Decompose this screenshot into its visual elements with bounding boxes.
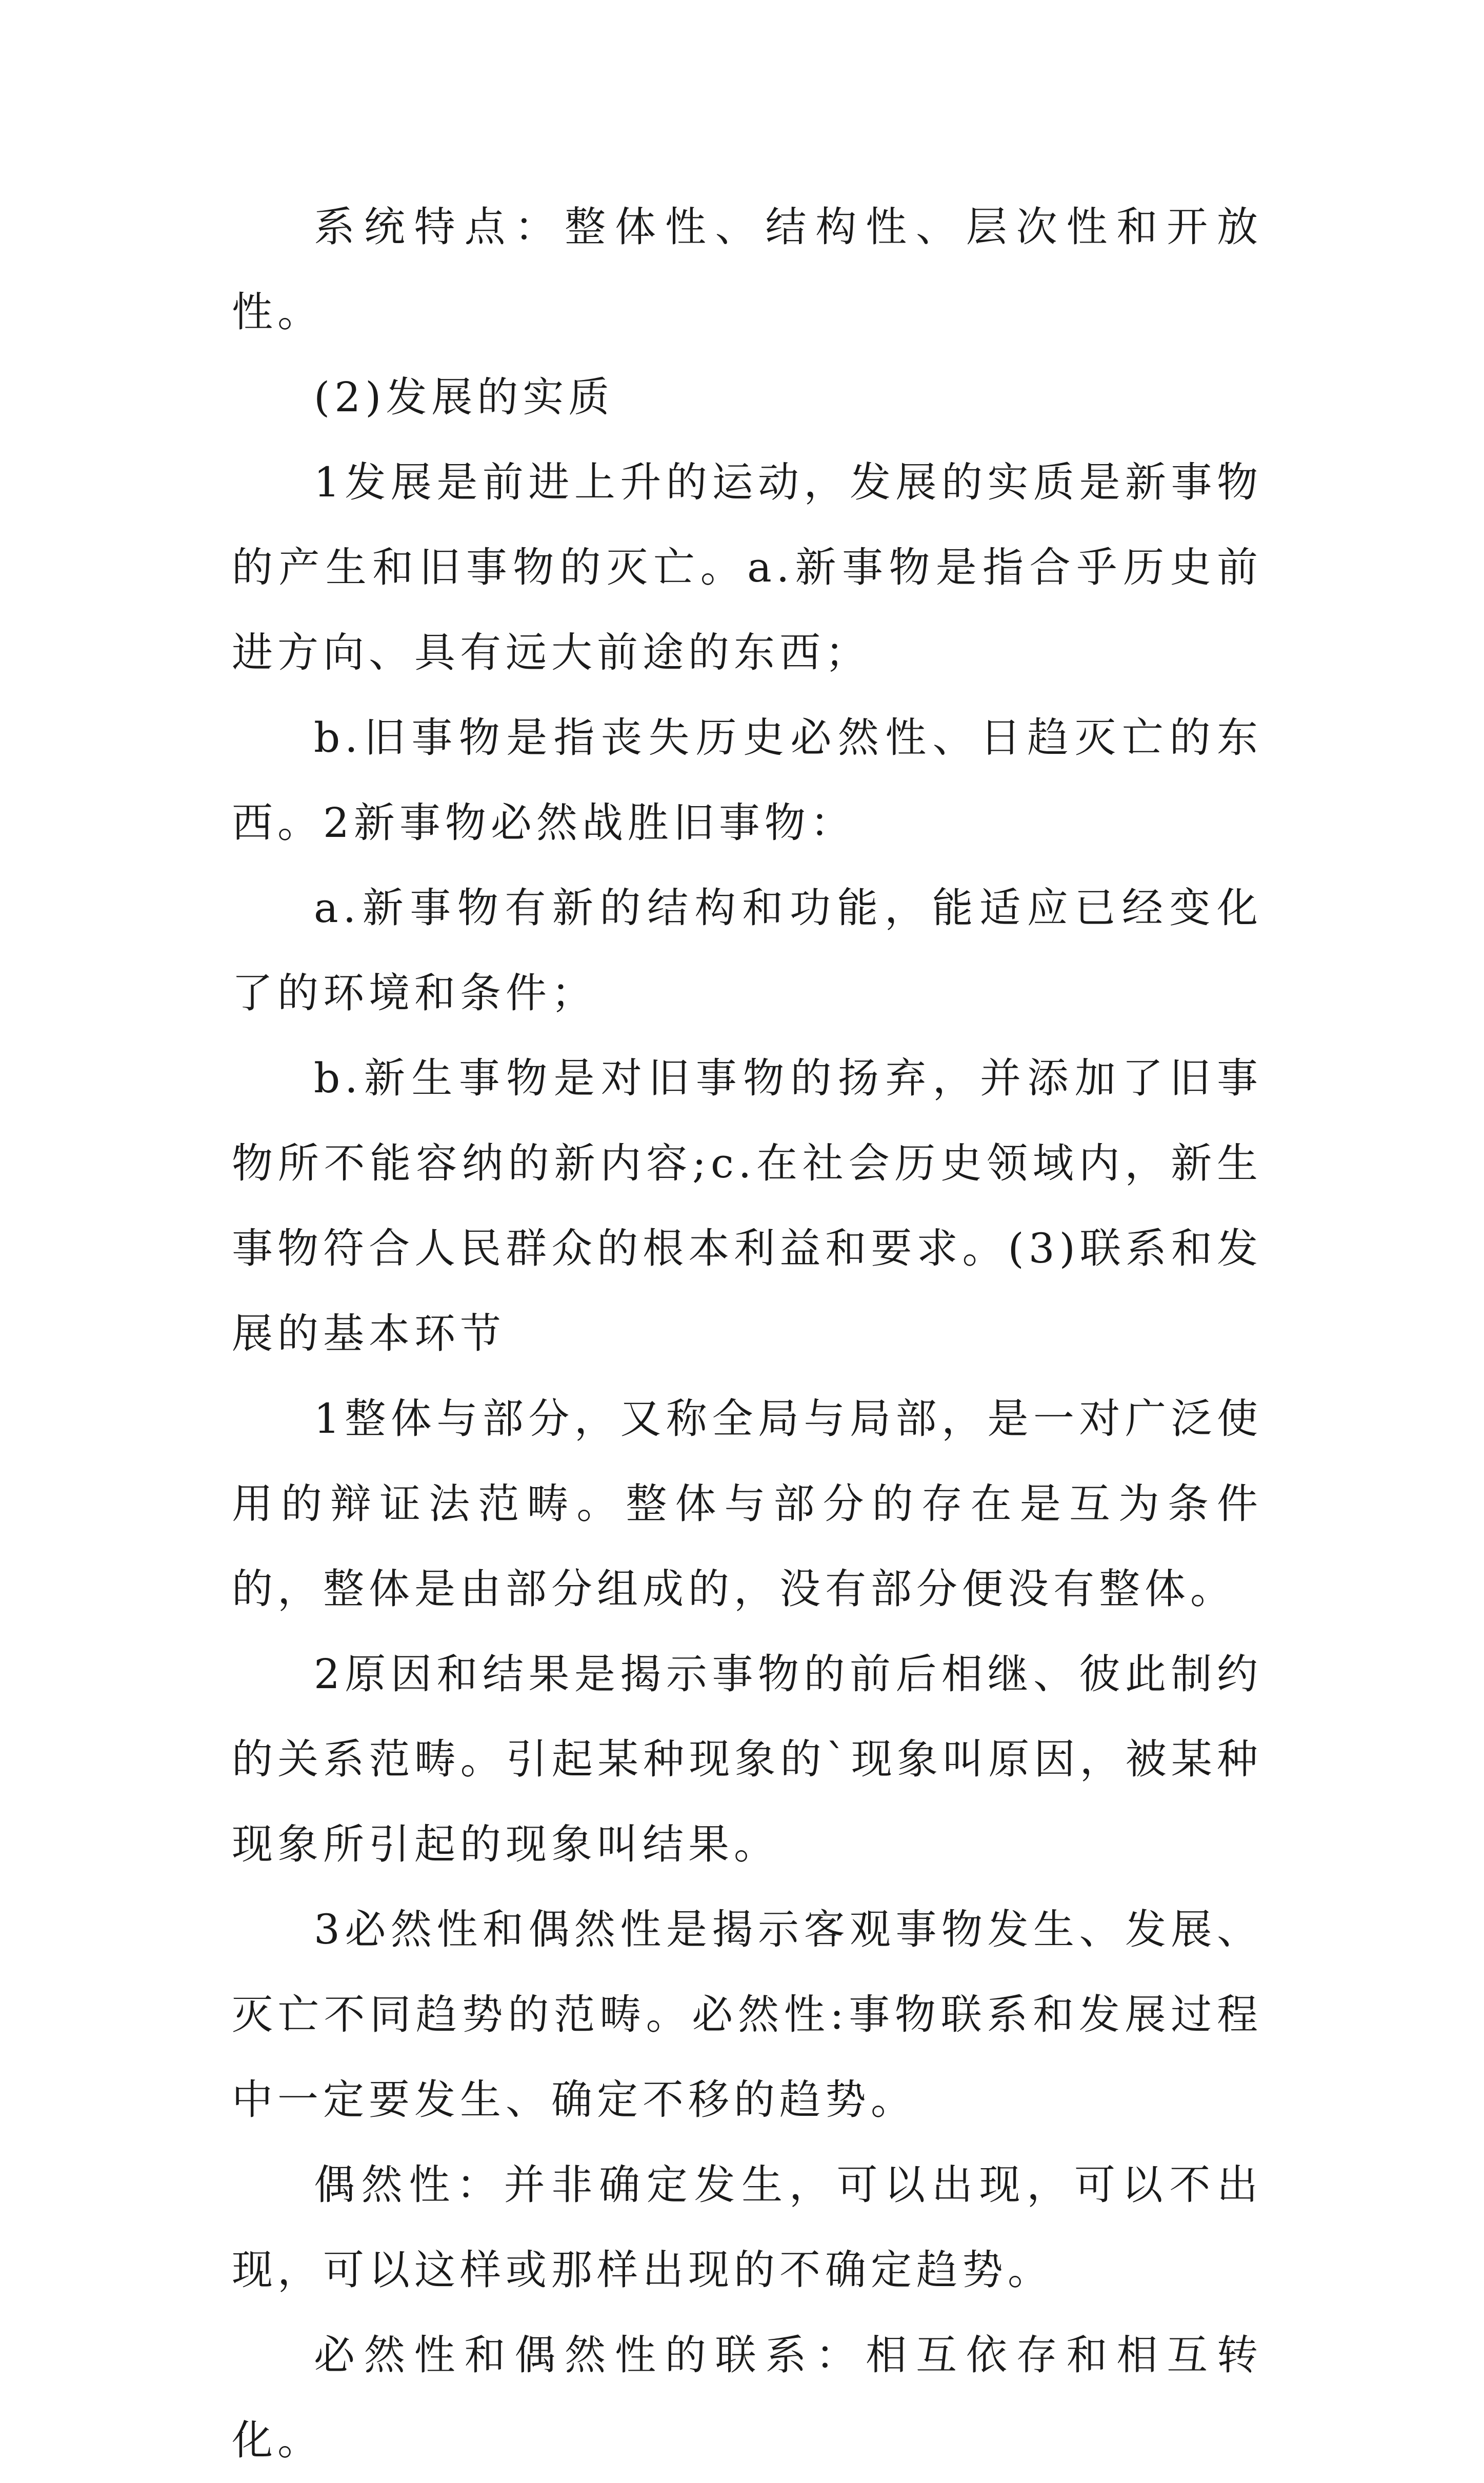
paragraph-new-structure: a.新事物有新的结构和功能，能适应已经变化了的环境和条件； [232,884,1262,1017]
paragraph-system-features: 系统特点：整体性、结构性、层次性和开放性。 [232,203,1262,336]
paragraph-necessity: 3必然性和偶然性是揭示客观事物发生、发展、灭亡不同趋势的范畴。必然性:事物联系和发展过程中一定要发生、确定不移的趋势。 [232,1906,1262,2124]
document-body [232,185,1262,2483]
paragraph-development-essence: 1发展是前进上升的运动，发展的实质是新事物的产生和旧事物的灭亡。a.新事物是指合乎历史前进方向、具有远大前途的东西； [232,458,1262,676]
paragraph-whole-and-part: 1整体与部分，又称全局与局部，是一对广泛使用的辩证法范畴。整体与部分的存在是互为条件的，整体是由部分组成的，没有部分便没有整体。 [232,1395,1262,1613]
paragraph-necessity-contingency-relation: 必然性和偶然性的联系：相互依存和相互转化。 [232,2331,1262,2464]
paragraph-contingency: 偶然性：并非确定发生，可以出现，可以不出现，可以这样或那样出现的不确定趋势。 [232,2161,1262,2294]
paragraph-old-things: b.旧事物是指丧失历史必然性、日趋灭亡的东西。2新事物必然战胜旧事物： [232,714,1262,847]
paragraph-cause-and-effect: 2原因和结果是揭示事物的前后相继、彼此制约的关系范畴。引起某种现象的`现象叫原因，被某种现象所引起的现象叫结果。 [232,1650,1262,1868]
paragraph-new-things-sublation: b.新生事物是对旧事物的扬弃，并添加了旧事物所不能容纳的新内容;c.在社会历史领域内，新生事物符合人民群众的根本利益和要求。(3)联系和发展的基本环节 [232,1054,1262,1357]
section-heading-development-essence: (2)发展的实质 [314,373,614,421]
